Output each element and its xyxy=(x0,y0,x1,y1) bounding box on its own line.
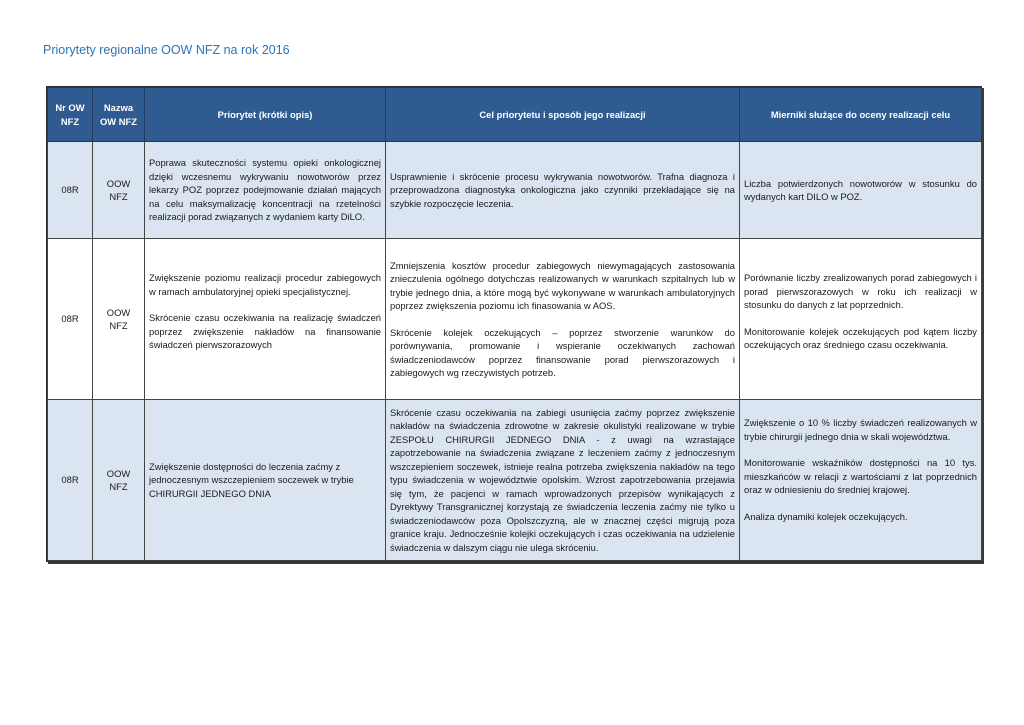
table-row xyxy=(48,239,982,400)
cell-priorytet xyxy=(145,239,386,400)
mierniki-text: Liczba potwierdzonych nowotworów w stosunku do wydanych kart DILO w POZ. xyxy=(744,177,977,202)
header-nazwa: Nazwa OW NFZ xyxy=(93,88,145,142)
priorities-table xyxy=(46,86,982,562)
table-row xyxy=(48,142,982,239)
header-nr: Nr OW NFZ xyxy=(48,88,93,142)
cell-mierniki xyxy=(740,239,982,400)
cell-nr: 08R xyxy=(48,239,93,400)
header-cel: Cel priorytetu i sposób jego realizacji xyxy=(386,88,740,142)
cell-mierniki xyxy=(740,400,982,561)
page-title: Priorytety regionalne OOW NFZ na rok 2016 xyxy=(43,43,290,57)
priorytet-text: Skrócenie czasu oczekiwania na realizację świadczeń poprzez zwiększenie nakładów na finansowanie świadczeń pierwszorazowych xyxy=(149,312,381,350)
cell-cel xyxy=(386,400,740,561)
mierniki-text: Monitorowanie wskaźników dostępności na 10 tys. mieszkańców w relacji z wartościami z lat poprzednich oraz w odniesieniu do średniej krajowej. xyxy=(744,457,977,495)
header-mierniki: Mierniki służące do oceny realizacji celu xyxy=(740,88,982,142)
cell-mierniki xyxy=(740,142,982,239)
cell-cel xyxy=(386,142,740,239)
mierniki-text: Monitorowanie kolejek oczekujących pod kątem liczby oczekujących oraz średniego czasu oczekiwania. xyxy=(744,325,977,350)
cell-nr: 08R xyxy=(48,142,93,239)
cell-nazwa: OOW NFZ xyxy=(93,142,145,239)
cell-nr: 08R xyxy=(48,400,93,561)
table-header-row xyxy=(48,88,982,142)
mierniki-text: Analiza dynamiki kolejek oczekujących. xyxy=(744,510,908,522)
mierniki-text: Zwiększenie o 10 % liczby świadczeń realizowanych w trybie chirurgii jednego dnia w skali województwa. xyxy=(744,417,977,442)
cel-text: Usprawnienie i skrócenie procesu wykrywania nowotworów. Trafna diagnoza i przeprowadzona diagnostyka onkologiczna jako czynniki przekładające się na szybkie rozpoczęcie leczenia. xyxy=(390,170,735,209)
cel-text: Zmniejszenia kosztów procedur zabiegowych niewymagających zastosowania znieczulenia ogólnego dotychczas realizowanych w warunkach szpitalnych lub w trybie jednego dnia, a które mogą być wykonywane w warunkach ambulatoryjnych poprzez zwiększenia poziomu ich finasowania w AOS. xyxy=(390,259,735,311)
cell-nazwa: OOW NFZ xyxy=(93,239,145,400)
priorytet-text: Zwiększenie poziomu realizacji procedur zabiegowych w ramach ambulatoryjnej opieki specjalistycznej. xyxy=(149,272,381,297)
cell-cel xyxy=(386,239,740,400)
priorytet-text: Zwiększenie dostępności do leczenia zaćmy z jednoczesnym wszczepieniem soczewek w trybie CHIRURGII JEDNEGO DNIA xyxy=(149,460,354,499)
cel-text: Skrócenie czasu oczekiwania na zabiegi usunięcia zaćmy poprzez zwiększenie nakładów na świadczenia zdrowotne w zakresie okulistyki realizowane w trybie ZESPOŁU CHIRURGII JEDNEGO DNIA - z uwagi na wzrastające zapotrzebowanie na świadczenia związane z leczeniem zaćmy z jednoczesnym wszczepieniem soczewek, istnieje realna potrzeba zwiększenia nakładów na tego typu świadczenia w województwie opolskim. Wzrost zapotrzebowania przejawia się tym, że pacjenci w ramach wprowadzonych przepisów wynikających z Dyrektywy Transgranicznej korzystają ze świadczenia leczenia zaćmy nie tylko u świadczeniodawców poza Opolszczyzną, ale w znacznej części migrują poza granice kraju. Jednocześnie kolejki oczekujących i czas oczekiwania na udzielenie świadczenia w dalszym ciągu nie ulega skróceniu. xyxy=(390,406,735,553)
header-priorytet: Priorytet (krótki opis) xyxy=(145,88,386,142)
cel-text: Skrócenie kolejek oczekujących – poprzez stworzenie warunków do porównywania, promowanie i wspieranie oczekiwanych zachowań świadczeniodawców poprzez finansowanie porad pierwszorazowych i zabiegowych wg rzeczywistych potrzeb. xyxy=(390,326,735,378)
priorytet-text: Poprawa skuteczności systemu opieki onkologicznej dzięki wczesnemu wykrywaniu nowotworów przez lekarzy POZ poprzez podejmowanie działań mających na celu maksymalizację koncentracji na rzetelności realizacji porad związanych z wydaniem karty DiLO. xyxy=(149,157,381,223)
table-row xyxy=(48,400,982,561)
cell-priorytet xyxy=(145,400,386,561)
cell-nazwa: OOW NFZ xyxy=(93,400,145,561)
cell-priorytet xyxy=(145,142,386,239)
mierniki-text: Porównanie liczby zrealizowanych porad zabiegowych i porad pierwszorazowych w roku ich realizacji w stosunku do danych z lat poprzednich. xyxy=(744,272,977,310)
